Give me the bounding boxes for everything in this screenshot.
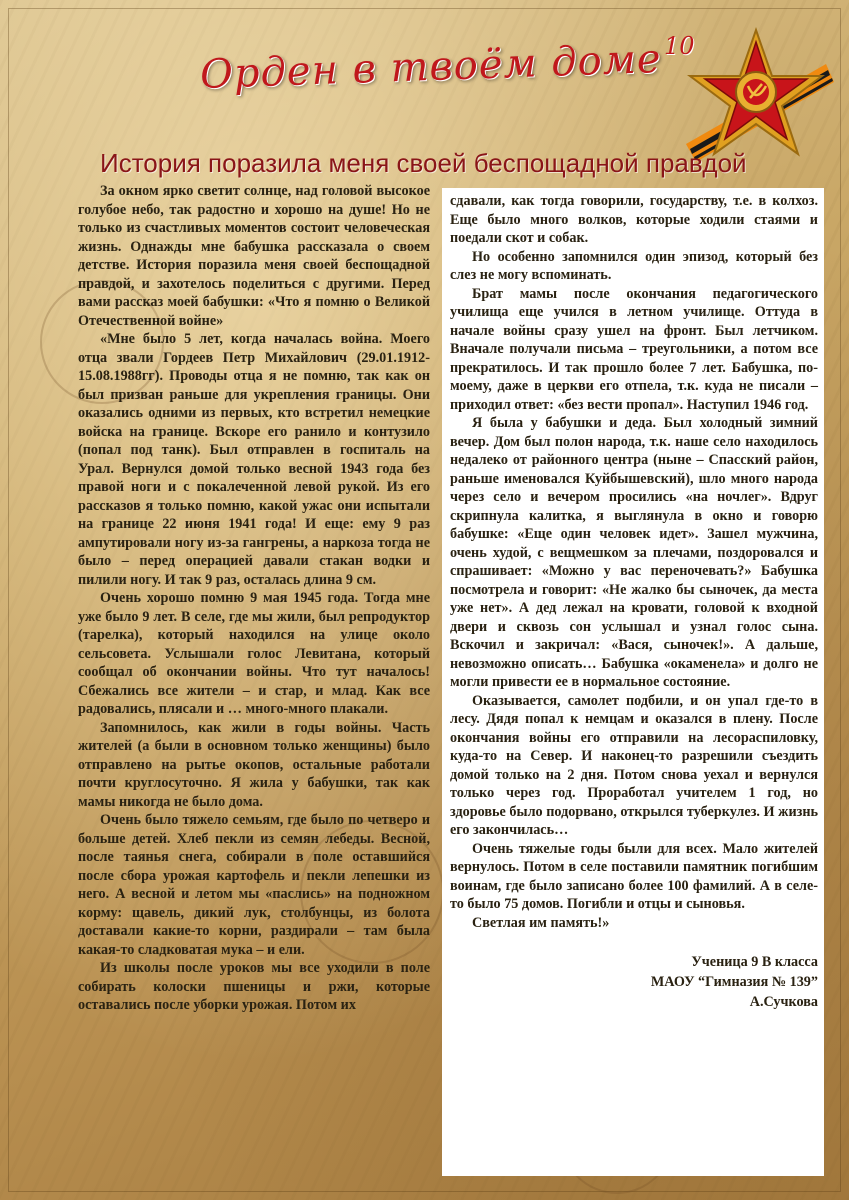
paragraph: Но особенно запомнился один эпизод, который без слез не могу вспоминать. xyxy=(450,248,818,283)
paragraph: Я была у бабушки и деда. Был холодный зимний вечер. Дом был полон народа, т.к. наше село находилось недалеко от районного центра (ныне – Спасский район, раньше именовался Куйбышевский), шло много народа через село и вечером просились «на ночлег». Вдруг скрипнула калитка, я выглянула в окно и говорю бабушке: «Еще один человек идет». Зашел мужчина, очень худой, с вещмешком за плечами, поздоровался и спрашивает: «Можно у вас переночевать?» Бабушка посмотрела и говорит: «Не жалко бы сыночек, да места уже нет». А дед лежал на кровати, головой к входной двери и сквозь сон услышал и узнал голос сына. Вскочил и закричал: «Вася, сыночек!». А дальше, невозможно описать… Бабушка «окаменела» и долго не могли привести ее в нормальное состояние. xyxy=(450,415,818,690)
signature-author: А.Сучкова xyxy=(749,994,818,1010)
paragraph: Из школы после уроков мы все уходили в поле собирать колоски пшеницы и ржи, которые оставались после уборки урожая. Потом их xyxy=(78,960,430,1013)
page-number: 10 xyxy=(664,32,695,60)
article-column-right xyxy=(442,188,824,1176)
paragraph: Очень тяжелые годы были для всех. Мало жителей вернулось. Потом в селе поставили памятник погибшим воинам, где было записано более 100 фамилий. А в селе-то было 75 домов. Погибли и отцы и сыновья. xyxy=(450,840,818,912)
signature-school: МАОУ “Гимназия № 139” xyxy=(650,974,818,990)
paragraph: Светлая им память!» xyxy=(472,914,610,931)
author-signature xyxy=(450,952,818,1012)
paragraph: сдавали, как тогда говорили, государству, т.е. в колхоз. Еще было много волков, которые ходили стаями и поедали скот и собак. xyxy=(450,193,818,246)
article-column-left xyxy=(78,182,430,1015)
paragraph: Оказывается, самолет подбили, и он упал где-то в лесу. Дядя попал к немцам и оказался в плену. После окончания войны его отправили на лесораспиловку, куда-то на Север. И наконец-то разрешили съездить домой только на 2 дня. Потом снова уехал и вернулся только через год. Проработал учителем 1 год, но здоровье было подорвано, открылся туберкулез. И жизнь его закончилась… xyxy=(450,692,818,838)
paragraph: Очень хорошо помню 9 мая 1945 года. Тогда мне уже было 9 лет. В селе, где мы жили, был репродуктор (тарелка), который находился на улице около сельсовета. Услышали голос Левитана, который сообщал об окончании войны. Что тут началось! Сбежались все жители – и стар, и млад. Как все радовались, плясали и … много-много плакали. xyxy=(78,590,430,717)
paragraph: «Мне было 5 лет, когда началась война. Моего отца звали Гордеев Петр Михайлович (29.01.1912-15.08.1988гг). Проводы отца я не помню, так как он был призван раньше для укрепления границы. Они оказались одними из первых, кто встретил немецкие войска на границе. Вскоре его ранило и контузило (попал под танк). Был отправлен в госпиталь на Урал. Вернулся домой только весной 1943 года без правой ноги и с покалеченной левой рукой. Из его рассказов я только помню, какой ужас они испытали на границе 22 июня 1941 года! И еще: ему 9 раз ампутировали ногу из-за гангрены, а наркоза тогда не было – перед операцией давали стакан водки и пилили ногу. И так 9 раз, осталась длина 9 см. xyxy=(78,331,430,588)
paragraph: Очень было тяжело семьям, где было по четверо и больше детей. Хлеб пекли из семян лебеды. Весной, после таянья снега, собирали в поле оставшийся после сбора урожая картофель и пекли лепешки из него. А весной и летом мы «паслись» на подножном корму: щавель, дикий лук, столбунцы, из болота доставали какие-то корни, раздирали – там была какая-то сладковатая мука – и ели. xyxy=(78,812,430,958)
article-title: История поразила меня своей беспощадной правдой xyxy=(100,148,747,178)
paragraph: Запомнилось, как жили в годы войны. Часть жителей (а были в основном только женщины) было отправлено на рытье окопов, остальные работали почти круглосуточно. Я жила у бабушки, так как мамы никогда не было дома. xyxy=(78,719,430,810)
paragraph: За окном ярко светит солнце, над головой высокое голубое небо, так радостно и хорошо на душе! Но не только из счастливых моментов состоит человеческая жизнь. Однажды мне бабушка рассказала о своем детстве. История поразила меня своей беспощадной правдой, и захотелось поделиться с другими. Перед вами рассказ моей бабушки: «Что я помню о Великой Отечественной войне» xyxy=(78,183,430,329)
paragraph: Брат мамы после окончания педагогического училища еще учился в летном училище. Оттуда в начале войны сразу ушел на фронт. Был летчиком. Вначале получали письма – треугольники, а потом все прекратилось. И так прошло более 7 лет. Бабушка, по-моему, даже в церкви его отпела, т.к. куда не писали – приходил ответ: «без вести пропал». Наступил 1946 год. xyxy=(450,285,818,413)
signature-class: Ученица 9 В класса xyxy=(691,954,818,970)
header-title: Орден в твоём доме xyxy=(199,35,663,99)
